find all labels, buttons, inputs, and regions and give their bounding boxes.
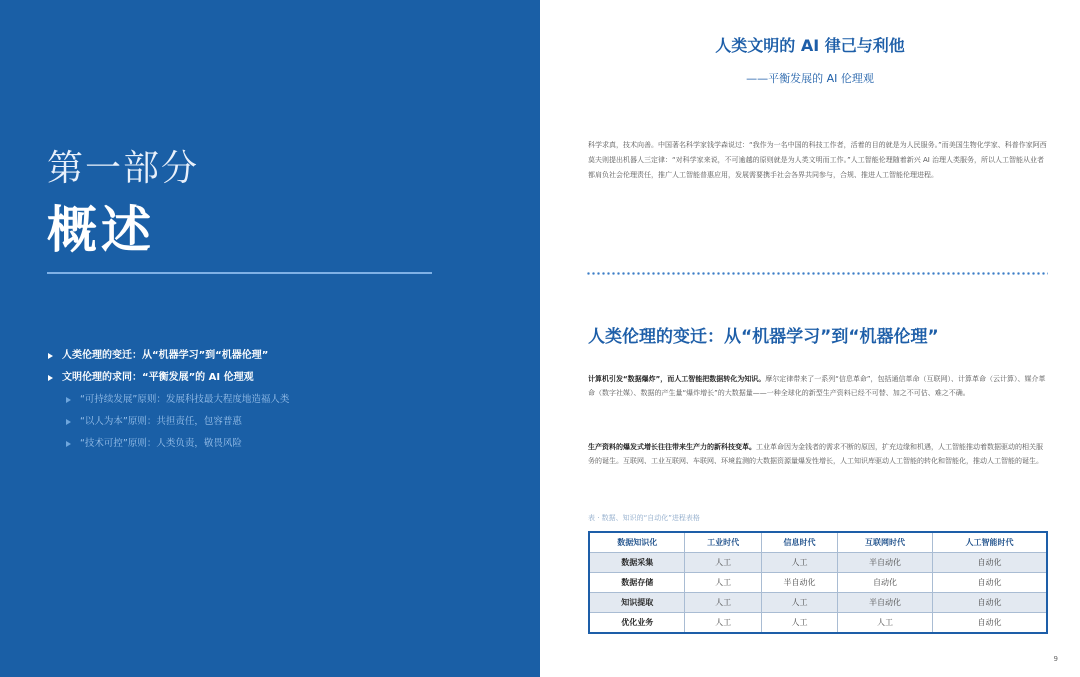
toc-item[interactable] xyxy=(48,350,488,361)
paragraph xyxy=(588,440,1048,468)
table-cell: 人工 xyxy=(685,593,761,613)
table-cell: 自动化 xyxy=(932,613,1047,634)
column-header: 信息时代 xyxy=(761,532,837,553)
toc-item-label: 文明伦理的求同：“平衡发展”的 AI 伦理观 xyxy=(62,372,254,383)
table-caption: 表 · 数据、知识的“自动化”进程表格 xyxy=(588,514,700,522)
toc-subitem[interactable] xyxy=(66,438,488,449)
column-header: 数据知识化 xyxy=(589,532,685,553)
part-subtitle: 概述 xyxy=(47,201,155,259)
table-cell: 人工 xyxy=(685,613,761,634)
intro-paragraph: 科学求真，技术向善。中国著名科学家钱学森说过：“我作为一名中国的科技工作者，活着的目的就是为人民服务。”而美国生物化学家、科普作家阿西莫夫则提出机器人三定律：“对科学家来说，不可逾越的原则就是为人类文明而工作。”人工智能伦理随着新兴 AI 治理人类服务，所以人工智能从业者都肩负社会伦理责任，推广人工智能普惠应用，发展需要携手社会各界共同参与，合规、推进人工智能伦理进程。 xyxy=(588,141,1047,179)
dotted-divider xyxy=(586,272,1048,275)
triangle-bullet-icon xyxy=(66,397,71,403)
row-header: 数据采集 xyxy=(589,553,685,573)
table-cell: 自动化 xyxy=(932,593,1047,613)
paragraph xyxy=(588,372,1048,400)
column-header: 人工智能时代 xyxy=(932,532,1047,553)
section-title: 人类伦理的变迁：从“机器学习”到“机器伦理” xyxy=(588,327,939,347)
page-title: 人类文明的 AI 律己与利他 xyxy=(715,36,905,55)
triangle-bullet-icon xyxy=(48,375,53,381)
paragraph-lead: 生产资料的爆发式增长往往带来生产力的新科技变革。 xyxy=(588,443,756,451)
triangle-bullet-icon xyxy=(48,353,53,359)
toc-subitem[interactable] xyxy=(66,416,488,427)
toc-subitem[interactable] xyxy=(66,394,488,405)
row-header: 数据存储 xyxy=(589,573,685,593)
table-cell: 自动化 xyxy=(932,573,1047,593)
paragraph-lead: 计算机引发“数据爆炸”，而人工智能把数据转化为知识。 xyxy=(588,375,766,383)
row-header: 优化业务 xyxy=(589,613,685,634)
paragraph-body: 摩尔定律带来了一系列“信息革命”，包括通信革命（互联网）、计算革命（云计算）、媒介革命（数字社媒）、数据的产生量“爆炸增长”的大数据量——一种全球化的新型生产资料已经不可替、加之不可估、难之不确。 xyxy=(588,375,1046,397)
toc-item[interactable] xyxy=(48,372,488,383)
triangle-bullet-icon xyxy=(66,441,71,447)
toc-item-label: “技术可控”原则：人类负责，敬畏风险 xyxy=(80,438,242,449)
page-subtitle: ——平衡发展的 AI 伦理观 xyxy=(746,72,874,85)
paragraph-body: 工业革命因为金钱者的需求不断的原因，扩充边缘和机遇，人工智能推动着数据驱动的相关服务的诞生。互联网、工业互联网、车联网、环境监测的大数据资源量爆发性增长，人工知识库驱动人工智能的转化和智能化，推动人工智能的诞生。 xyxy=(588,443,1043,465)
table-cell: 人工 xyxy=(838,613,933,634)
triangle-bullet-icon xyxy=(66,419,71,425)
table-cell: 人工 xyxy=(685,553,761,573)
table-of-contents xyxy=(48,350,488,460)
table-row xyxy=(589,573,1047,593)
table-cell: 人工 xyxy=(685,573,761,593)
row-header: 知识提取 xyxy=(589,593,685,613)
part-title: 第一部分 xyxy=(47,148,200,189)
toc-item-label: 人类伦理的变迁：从“机器学习”到“机器伦理” xyxy=(62,350,269,361)
content-page xyxy=(540,0,1080,677)
table-cell: 人工 xyxy=(761,613,837,634)
table-row xyxy=(589,613,1047,634)
table-cell: 半自动化 xyxy=(838,553,933,573)
page-number: 9 xyxy=(1053,655,1058,663)
table-cell: 自动化 xyxy=(932,553,1047,573)
toc-item-label: “可持续发展”原则：发展科技最大程度地造福人类 xyxy=(80,394,290,405)
automation-table xyxy=(588,531,1048,634)
table-cell: 半自动化 xyxy=(838,593,933,613)
toc-item-label: “以人为本”原则：共担责任，包容普惠 xyxy=(80,416,242,427)
divider xyxy=(47,272,432,274)
column-header: 工业时代 xyxy=(685,532,761,553)
table-header-row xyxy=(589,532,1047,553)
table-row xyxy=(589,553,1047,573)
column-header: 互联网时代 xyxy=(838,532,933,553)
table-row xyxy=(589,593,1047,613)
table-cell: 半自动化 xyxy=(761,573,837,593)
table-cell: 人工 xyxy=(761,593,837,613)
table-cell: 自动化 xyxy=(838,573,933,593)
table-cell: 人工 xyxy=(761,553,837,573)
